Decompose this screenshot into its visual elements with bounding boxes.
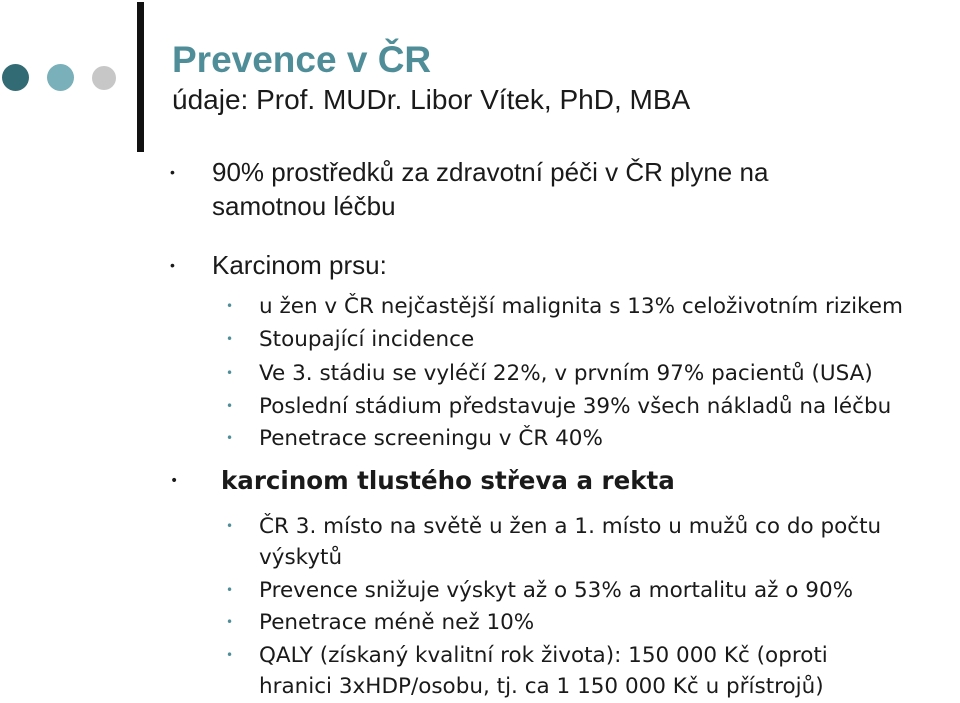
heading-colon-cancer: • karcinom tlustého střeva a rekta <box>221 464 675 498</box>
colon-item-2: • Prevence snižuje výskyt až o 53% a mortalitu až o 90% <box>259 575 853 606</box>
colon-item-1 <box>259 511 881 573</box>
colon-item-1-line1: ČR 3. místo na světě u žen a 1. místo u mužů co do počtu <box>259 514 882 539</box>
heading-breast-cancer: • Karcinom prsu: <box>212 248 387 282</box>
bullet-funding <box>212 155 768 223</box>
breast-item-3: • Ve 3. stádiu se vyléčí 22%, v prvním 97% pacientů (USA) <box>259 358 873 389</box>
decor-vertical-bar <box>137 2 144 152</box>
decor-dot-dark <box>2 64 29 91</box>
colon-item-1-line2: výskytů <box>259 545 343 570</box>
slide-subtitle: údaje: Prof. MUDr. Libor Vítek, PhD, MBA <box>172 84 691 115</box>
bullet-funding-line2: samotnou léčbu <box>212 191 396 221</box>
breast-item-4: • Poslední stádium představuje 39% všech nákladů na léčbu <box>259 391 891 422</box>
decor-dot-light <box>92 66 116 90</box>
colon-item-4-line1: QALY (získaný kvalitní rok života): 150 000 Kč (oproti <box>259 643 828 668</box>
bullet-funding-line1: 90% prostředků za zdravotní péči v ČR plyne na <box>212 157 769 187</box>
slide-title: Prevence v ČR <box>172 39 432 80</box>
breast-item-1: • u žen v ČR nejčastější malignita s 13% celoživotním rizikem <box>259 291 903 322</box>
breast-item-5: • Penetrace screeningu v ČR 40% <box>259 423 603 454</box>
breast-item-2: • Stoupající incidence <box>259 324 474 355</box>
colon-item-4-line2: hranici 3xHDP/osobu, tj. ca 1 150 000 Kč u přístrojů) <box>259 674 824 699</box>
colon-item-3: • Penetrace méně než 10% <box>259 607 534 638</box>
decor-dot-medium <box>47 64 74 91</box>
colon-item-4 <box>259 640 828 702</box>
